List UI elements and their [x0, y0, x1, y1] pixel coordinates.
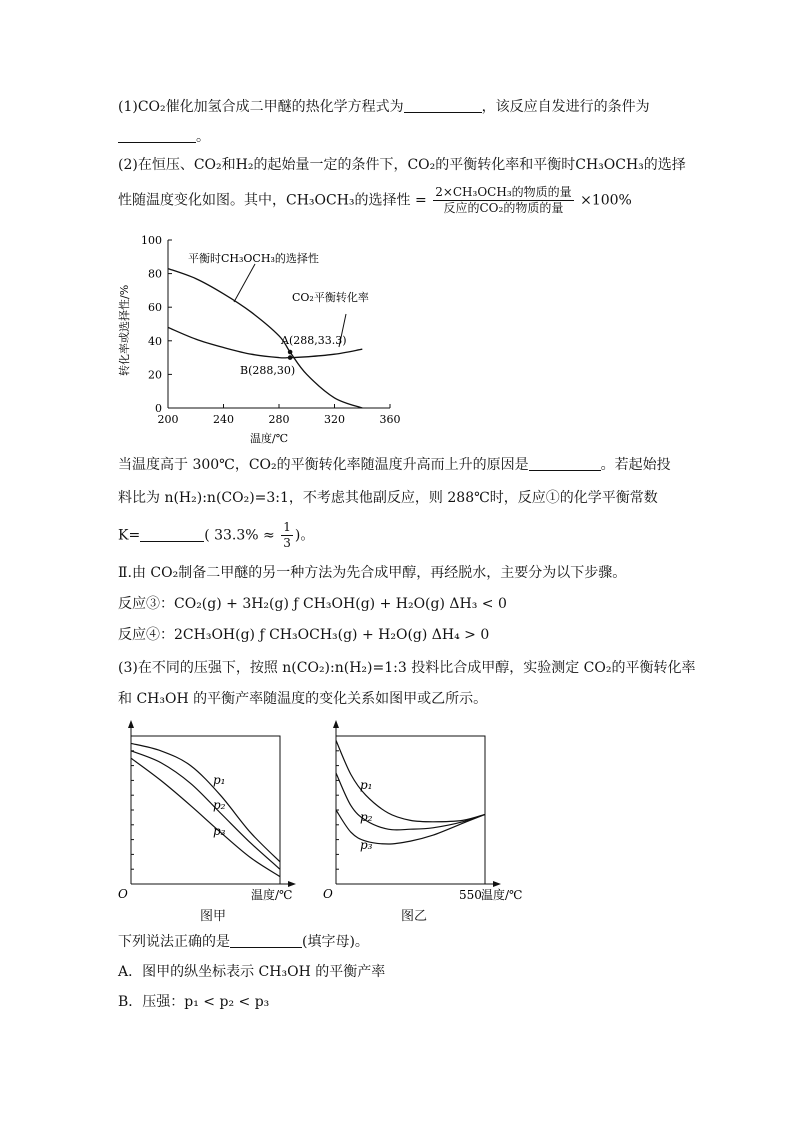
chart1-x-tick-label: 360 — [379, 413, 400, 426]
option-a[interactable]: A．图甲的纵坐标表示 CH₃OH 的平衡产率 — [118, 964, 386, 980]
chart-yi-p2-label: p₂ — [360, 810, 373, 824]
selectivity-fraction — [433, 185, 573, 216]
chart1-x-tick-label: 320 — [324, 413, 345, 426]
chart-jia-y-arrow — [128, 720, 134, 728]
chart-jia-p3-label: p₃ — [213, 824, 226, 838]
chart1-y-tick-label: 20 — [148, 368, 162, 382]
chart-jia-p2-label: p₂ — [213, 798, 226, 812]
chart-jia — [115, 718, 315, 906]
reaction-4: 反应④：2CH₃OH(g) ƒ CH₃OCH₃(g) + H₂O(g) ΔH₄ > 0 — [118, 627, 490, 643]
k-hint: ( 33.3% ≈ — [204, 527, 275, 544]
chart1-y-tick-label: 0 — [155, 402, 162, 415]
chart-yi-xlabel: 温度/℃ — [481, 888, 523, 902]
fraction-denominator: 反应的CO₂的物质的量 — [443, 201, 564, 215]
chart-jia-p1-label: p₁ — [213, 773, 226, 787]
chart1-y-tick-label: 100 — [141, 234, 162, 247]
chart-selectivity-conversion — [110, 228, 400, 450]
q2-line2 — [118, 185, 632, 216]
chart-jia-caption: 图甲 — [200, 909, 227, 924]
chart-jia-frame — [131, 736, 280, 884]
chart-yi-y-arrow — [333, 720, 339, 728]
one-third-fraction — [281, 520, 293, 551]
chart-jia-origin: O — [118, 887, 128, 901]
chart-yi-caption: 图乙 — [401, 909, 428, 924]
chart1-series1-label: 平衡时CH₃OCH₃的选择性 — [188, 252, 319, 265]
one-third-denominator: 3 — [283, 536, 291, 550]
q1-line1 — [118, 97, 650, 117]
chart-jia-xlabel: 温度/℃ — [251, 888, 293, 902]
chart1-point-a-label: A(288,33.3) — [281, 334, 347, 347]
fraction-numerator: 2×CH₃OCH₃的物质的量 — [435, 185, 572, 199]
q1-text-a: (1)CO₂催化加氢合成二甲醚的热化学方程式为 — [118, 99, 404, 115]
k-answer-blank[interactable] — [140, 527, 204, 542]
chart-yi-p3-label: p₃ — [360, 838, 373, 852]
choice-answer-blank[interactable] — [230, 933, 302, 948]
chart-yi-x-marker: 550 — [459, 888, 482, 902]
q1-answer-blank-1[interactable] — [404, 98, 482, 113]
q1-text-c: 。 — [196, 129, 210, 145]
q2-line2-tail: ×100% — [580, 192, 632, 209]
chart-yi-p1-label: p₁ — [360, 778, 373, 792]
q3-line2: 和 CH₃OH 的平衡产率随温度的变化关系如图甲或乙所示。 — [118, 691, 488, 707]
q4-tail: (填字母)。 — [302, 934, 369, 950]
p3-line1-text: 当温度高于 300℃，CO₂的平衡转化率随温度升高而上升的原因是 — [118, 457, 529, 473]
q4-line1 — [118, 932, 369, 952]
chart-yi-x-arrow — [493, 881, 501, 887]
p3-line1 — [118, 455, 671, 475]
q2-line1: (2)在恒压、CO₂和H₂的起始量一定的条件下，CO₂的平衡转化率和平衡时CH₃OCH₃的选择 — [118, 157, 686, 173]
chart-jia-x-arrow — [288, 881, 296, 887]
chart-yi-frame — [336, 736, 485, 884]
chart1-y-tick-label: 60 — [148, 301, 162, 315]
q4-text: 下列说法正确的是 — [118, 934, 230, 950]
reaction-3: 反应③：CO₂(g) + 3H₂(g) ƒ CH₃OH(g) + H₂O(g) ΔH₃ < 0 — [118, 596, 507, 612]
chart-yi — [320, 718, 535, 906]
chart1-series2-label: CO₂平衡转化率 — [292, 291, 369, 304]
chart1-y-tick-label: 80 — [148, 267, 162, 281]
chart1-point-b — [288, 355, 293, 360]
q2-line2-text: 性随温度变化如图。其中，CH₃OCH₃的选择性 = — [118, 192, 427, 209]
chart1-series1-leader — [234, 264, 255, 302]
p3-line2: 料比为 n(H₂):n(CO₂)=3:1，不考虑其他副反应，则 288℃时，反应①的化学平衡常数 — [118, 490, 658, 506]
q1-line2 — [118, 127, 210, 147]
chart-yi-origin: O — [323, 887, 333, 901]
chart1-y-tick-label: 40 — [148, 334, 162, 348]
q1-text-b: ，该反应自发进行的条件为 — [481, 99, 650, 115]
reason-answer-blank[interactable] — [529, 456, 601, 471]
q1-answer-blank-2[interactable] — [118, 128, 196, 143]
chart-yi-p2-curve — [336, 773, 485, 830]
chart-yi-p1-curve — [336, 740, 485, 821]
one-third-numerator: 1 — [283, 520, 291, 534]
chart1-point-a — [288, 350, 293, 355]
p3-line1-tail: 。若起始投 — [600, 457, 671, 473]
chart1-xlabel: 温度/℃ — [250, 432, 289, 445]
part2-intro: Ⅱ.由 CO₂制备二甲醚的另一种方法为先合成甲醇，再经脱水，主要分为以下步骤。 — [118, 565, 627, 581]
chart-jia-p1-curve — [131, 743, 280, 861]
p3-line3 — [118, 520, 314, 551]
chart-jia-p3-curve — [131, 758, 280, 876]
chart1-x-tick-label: 200 — [157, 413, 179, 426]
chart1-x-tick-label: 240 — [213, 413, 234, 426]
k-hint-tail: )。 — [294, 527, 315, 544]
option-b[interactable]: B．压强：p₁ < p₂ < p₃ — [118, 994, 270, 1010]
chart1-x-tick-label: 280 — [268, 413, 290, 426]
chart-jia-p2-curve — [131, 751, 280, 869]
k-label: K= — [118, 527, 141, 544]
q3-line1: (3)在不同的压强下，按照 n(CO₂):n(H₂)=1:3 投料比合成甲醇，实验测定 CO₂的平衡转化率 — [118, 660, 696, 676]
chart1-point-b-label: B(288,30) — [240, 364, 296, 377]
chart1-ylabel: 转化率或选择性/% — [118, 284, 131, 376]
